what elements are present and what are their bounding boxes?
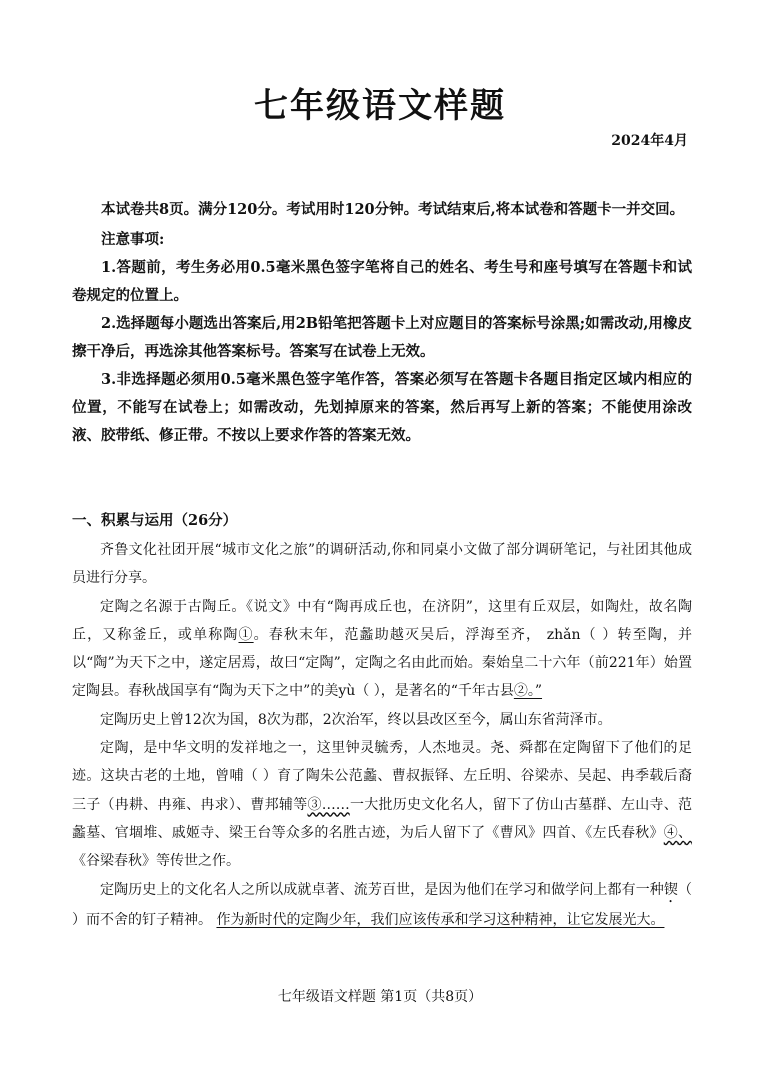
page-footer: 七年级语文样题 第1页（共8页） [277,989,483,1005]
page-title: 七年级语文样题 [254,86,506,126]
notice-item-3: 3.非选择题必须用0.5毫米黑色签字笔作答，答案必须写在答题卡各题目指定区域内相应的位置，不能写在试卷上；如需改动，先划掉原来的答案，然后再写上新的答案；不能使用涂改液、胶带纸、修正带。不按以上要求作答的答案无效。 [72,371,692,444]
mark-3: ③…… [307,796,350,813]
mark-2: ②。” [513,683,543,700]
notice-item-1: 1.答题前，考生务必用0.5毫米黑色签字笔将自己的姓名、考生号和座号填写在答题卡和试卷规定的位置上。 [72,259,692,304]
instructions [72,196,692,450]
paragraph-4-part-b: 一大批历史文化名人，留下了仿山古墓群、左山寺、范蠡墓、官堌堆、戚姬寺、梁王台等众多的名胜古迹，为后人留下了《曹风》四首、《左氏春秋》 [72,796,693,841]
section-heading: 一、积累与运用（26分） [72,512,238,529]
paragraph-5 [72,876,692,934]
paragraph-2 [72,593,692,706]
paragraph-4 [72,734,692,875]
paragraph-5-part-b: （ ）而不舍的钉子精神。 [72,881,693,928]
mark-4: ④、 [663,824,693,841]
paragraph-4-part-c: 《谷梁春秋》等传世之作。 [72,853,240,870]
paragraph-2-part-a: 定陶之名源于古陶丘。《说文》中有“陶再成丘也，在济阴”，这里有丘双层，如陶灶，故名陶丘，又称釜丘，或单称陶 [72,598,692,643]
dotted-character: 锲 [663,881,679,898]
paragraph-2-part-b: 。春秋末年，范蠡助越灭吴后，浮海至齐， zhǎn（ ）转至陶，并以“陶”为天下之中，遂定居焉，故曰“定陶”，定陶之名由此而始。秦始皇二十六年（前221年）始置定陶县。春秋战国享有“陶为天下之中”的美yù（ ），是著名的“千年古县 [72,626,693,700]
paragraph-3: 定陶历史上曾12次为国，8次为郡，2次治军，终以县改区至今，属山东省菏泽市。 [100,711,612,728]
exam-date: 2024年4月 [611,133,688,149]
paragraph-5-part-a: 定陶历史上的文化名人之所以成就卓著、流芳百世，是因为他们在学习和做学问上都有一种 [100,881,664,898]
paragraph-1: 齐鲁文化社团开展“城市文化之旅”的调研活动,你和同桌小文做了部分调研笔记，与社团其他成员进行分享。 [72,542,692,587]
paragraph-4-part-a: 定陶，是中华文明的发祥地之一，这里钟灵毓秀，人杰地灵。尧、舜都在定陶留下了他们的足迹。这块古老的土地，曾哺（ ）育了陶朱公范蠡、曹叔振铎、左丘明、谷梁赤、吴起、冉季载后裔三子（冉耕、冉雍、冉求）、曹邦辅等 [72,740,692,813]
notice-item-2: 2.选择题每小题选出答案后,用2B铅笔把答题卡上对应题目的答案标号涂黑;如需改动,用橡皮擦干净后，再选涂其他答案标号。答案写在试卷上无效。 [72,315,692,360]
notice-heading: 注意事项: [101,231,165,248]
instructions-intro: 本试卷共8页。满分120分。考试用时120分钟。考试结束后,将本试卷和答题卡一并交回。 [101,201,685,218]
section-body [72,536,692,934]
underlined-sentence: 作为新时代的定陶少年，我们应该传承和学习这种精神，让它发展光大。 [216,911,665,928]
mark-1: ① [238,626,254,643]
